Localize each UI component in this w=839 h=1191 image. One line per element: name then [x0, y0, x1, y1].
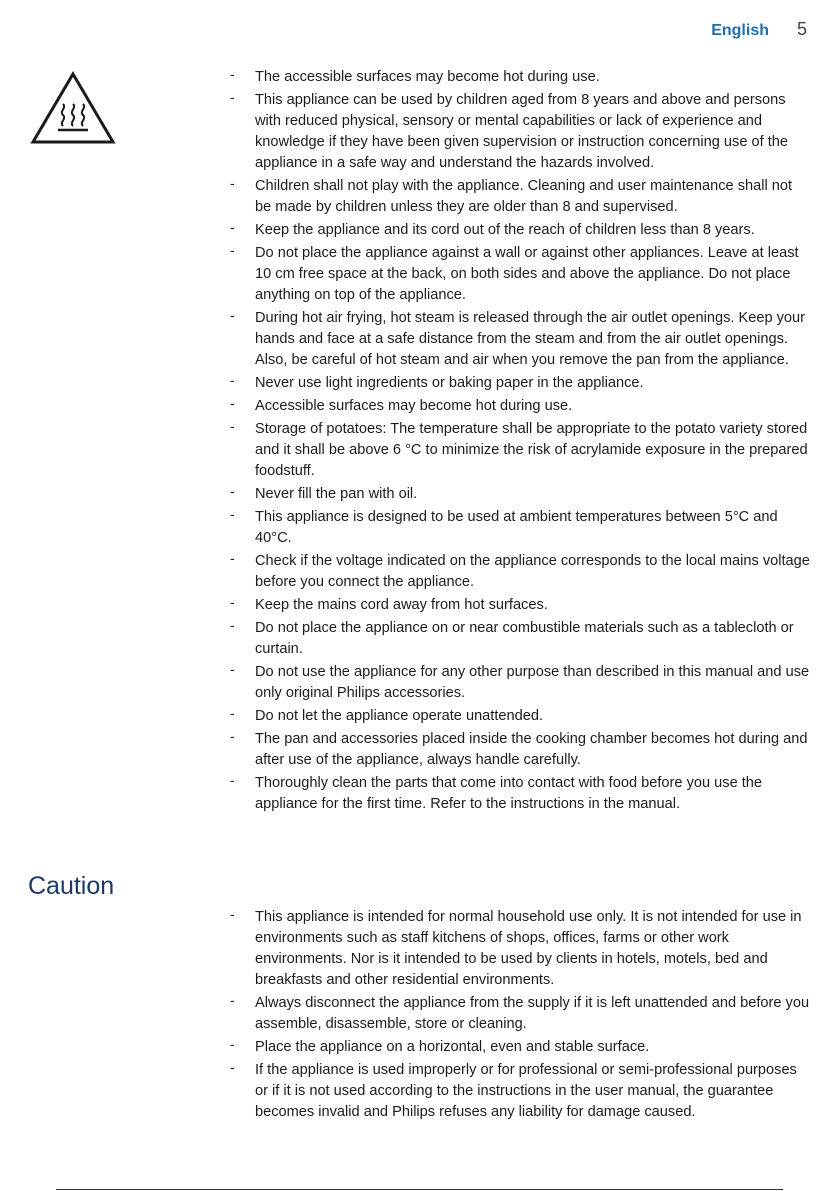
list-item [230, 419, 810, 482]
list-item-text: If the appliance is used improperly or for professional or semi-professional purposes or if it is not used according to the instructions in the user manual, the guarantee becomes invalid and Philips refuses any liability for damage caused. [255, 1062, 797, 1120]
bullet-dash: - [230, 242, 235, 258]
list-item-text: The accessible surfaces may become hot during use. [255, 69, 600, 85]
list-item [230, 551, 810, 593]
list-item [230, 993, 810, 1035]
list-item [230, 396, 810, 417]
list-item [230, 1037, 810, 1058]
list-item-text: Storage of potatoes: The temperature shall be appropriate to the potato variety stored and it shall be above 6 °C to minimize the risk of acrylamide exposure in the prepared foodstuff. [255, 421, 808, 479]
list-item-text: Never fill the pan with oil. [255, 486, 418, 502]
list-item-text: Always disconnect the appliance from the supply if it is left unattended and before you assemble, disassemble, store or cleaning. [255, 995, 810, 1032]
list-item-text: Never use light ingredients or baking paper in the appliance. [255, 375, 644, 391]
list-item-text: During hot air frying, hot steam is released through the air outlet openings. Keep your hands and face at a safe distance from the steam and from the air outlet openings. Also, be careful of hot steam and air when you remove the pan from the appliance. [255, 310, 806, 368]
footer-rule [56, 1189, 783, 1190]
list-item-text: Children shall not play with the appliance. Cleaning and user maintenance shall not be made by children unless they are older than 8 and supervised. [255, 178, 793, 215]
list-item [230, 220, 810, 241]
bullet-dash: - [230, 66, 235, 82]
list-item [230, 618, 810, 660]
page-header [711, 19, 807, 40]
list-item-text: This appliance can be used by children aged from 8 years and above and persons with reduced physical, sensory or mental capabilities or lack of experience and knowledge if they have been given supervision or instruction concerning use of the appliance in a safe way and understand the hazards involved. [255, 92, 788, 171]
bullet-dash: - [230, 550, 235, 566]
bullet-dash: - [230, 661, 235, 677]
list-item [230, 243, 810, 306]
page-number: 5 [796, 19, 807, 39]
bullet-dash: - [230, 483, 235, 499]
list-item-text: Place the appliance on a horizontal, even and stable surface. [255, 1039, 650, 1055]
list-item-text: The pan and accessories placed inside the cooking chamber becomes hot during and after use of the appliance, always handle carefully. [255, 731, 808, 768]
list-item-text: Do not place the appliance on or near combustible materials such as a tablecloth or curtain. [255, 620, 794, 657]
list-item [230, 729, 810, 771]
list-item-text: Check if the voltage indicated on the appliance corresponds to the local mains voltage before you connect the appliance. [255, 553, 810, 590]
list-item [230, 507, 810, 549]
bullet-dash: - [230, 175, 235, 191]
list-item-text: Keep the appliance and its cord out of the reach of children less than 8 years. [255, 222, 755, 238]
bullet-dash: - [230, 617, 235, 633]
list-item-text: Do not let the appliance operate unattended. [255, 708, 544, 724]
bullet-dash: - [230, 418, 235, 434]
bullet-dash: - [230, 772, 235, 788]
list-item [230, 67, 810, 88]
bullet-dash: - [230, 89, 235, 105]
list-item-text: Keep the mains cord away from hot surfaces. [255, 597, 548, 613]
list-item-text: This appliance is intended for normal household use only. It is not intended for use in environments such as staff kitchens of shops, offices, farms or other work environments. Nor is it intended to be used by clients in hotels, motels, bed and breakfasts and other residential environments. [255, 909, 802, 988]
list-item [230, 308, 810, 371]
bullet-dash: - [230, 1059, 235, 1075]
caution-list [230, 907, 810, 1125]
bullet-dash: - [230, 506, 235, 522]
list-item-text: Do not use the appliance for any other purpose than described in this manual and use only original Philips accessories. [255, 664, 810, 701]
list-item [230, 484, 810, 505]
bullet-dash: - [230, 705, 235, 721]
list-item-text: Do not place the appliance against a wall or against other appliances. Leave at least 10 cm free space at the back, on both sides and above the appliance. Do not place anything on top of the appliance. [255, 245, 799, 303]
hot-surface-warning-icon [30, 71, 116, 145]
bullet-dash: - [230, 728, 235, 744]
list-item [230, 706, 810, 727]
language-label: English [711, 22, 769, 39]
list-item [230, 373, 810, 394]
list-item [230, 907, 810, 991]
list-item [230, 176, 810, 218]
list-item [230, 662, 810, 704]
bullet-dash: - [230, 307, 235, 323]
list-item [230, 90, 810, 174]
list-item-text: Accessible surfaces may become hot during use. [255, 398, 573, 414]
bullet-dash: - [230, 219, 235, 235]
bullet-dash: - [230, 1036, 235, 1052]
bullet-dash: - [230, 372, 235, 388]
caution-heading: Caution [28, 872, 115, 900]
list-item [230, 1060, 810, 1123]
list-item-text: Thoroughly clean the parts that come into contact with food before you use the appliance for the first time. Refer to the instructions in the manual. [255, 775, 763, 812]
list-item-text: This appliance is designed to be used at ambient temperatures between 5°C and 40°C. [255, 509, 778, 546]
list-item [230, 595, 810, 616]
bullet-dash: - [230, 906, 235, 922]
bullet-dash: - [230, 992, 235, 1008]
bullet-dash: - [230, 395, 235, 411]
bullet-dash: - [230, 594, 235, 610]
warnings-list [230, 67, 810, 817]
list-item [230, 773, 810, 815]
